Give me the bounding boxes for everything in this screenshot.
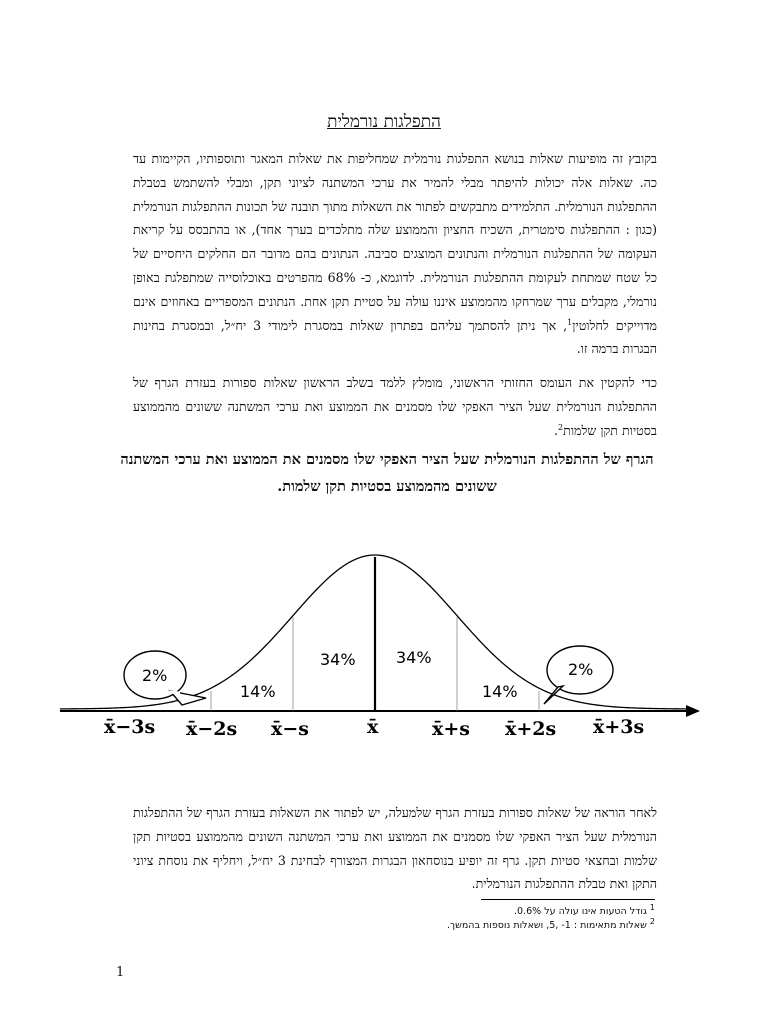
region-label-2-left: 2% bbox=[142, 666, 168, 685]
footnote-2-text: שאלות מתאימות : 1- ,5, ושאלות נוספות בהמשך. bbox=[446, 920, 647, 931]
bubble-left-seam bbox=[168, 692, 180, 693]
recommendation-paragraph bbox=[133, 371, 657, 442]
page-number: 1 bbox=[116, 965, 125, 980]
footnote-separator bbox=[481, 899, 655, 900]
footnote-ref-1[interactable]: 1 bbox=[567, 317, 573, 327]
tick-label-minus-2s: x̄−2s bbox=[186, 718, 238, 740]
normal-distribution-diagram bbox=[58, 505, 718, 765]
tick-label-minus-s: x̄−s bbox=[271, 718, 309, 740]
region-label-14-right: 14% bbox=[482, 682, 518, 701]
tick-label-plus-3s: x̄+3s bbox=[593, 716, 645, 738]
intro-text-end: , אך ניתן להסתמך עליהם בפתרון שאלות במסגרת לימודי 3 יח״ל, ובמסגרת בחינות הבגרות ברמה זו. bbox=[133, 317, 657, 357]
graph-heading: הגרף של ההתפלגות הנורמלית שעל הציר האפקי שלו מסמנים את הממוצע ואת ערכי המשתנה ששונים מהממוצע בסטיות תקן שלמות. bbox=[120, 451, 654, 495]
bubble-right-tail bbox=[544, 686, 563, 704]
recommendation-text: כדי להקטין את העומס החזותי הראשוני, מומלץ ללמד בשלב הראשון שאלות ספורות בעזרת הגרף של ההתפלגות הנורמלית שעל הציר האפקי שלו מסמנים את הממוצע ואת ערכי המשתנה ששונים מהממוצע בסטיות תקן שלמות bbox=[133, 375, 657, 438]
recommendation-text-end: . bbox=[554, 422, 559, 438]
region-label-14-left: 14% bbox=[240, 682, 276, 701]
footnote-2 bbox=[446, 916, 655, 931]
footnote-1 bbox=[514, 902, 655, 917]
footnote-2-number: 2 bbox=[649, 916, 655, 926]
footnote-1-text: גודל הטעות אינו עולה על 0.6%. bbox=[514, 906, 647, 917]
region-label-2-right: 2% bbox=[568, 660, 594, 679]
tick-label-minus-3s: x̄−3s bbox=[104, 716, 156, 738]
followup-paragraph: לאחר הוראה של שאלות ספורות בעזרת הגרף שלמעלה, יש לפתור את השאלות בעזרת הגרף של ההתפלגות הנורמלית שעל הציר האפקי שלו מסמנים את הממוצע ואת ערכי המשתנה השונים מהממוצע בסטיות תקן שלמות ובחצאי סטיות תקן. גרף זה יופיע בנוסחאון הבגרות המצורף לבחינת 3 יח״ל, ויחליף את נוסחת ציוני התקן ואת טבלת ההתפלגות הנורמלית. bbox=[133, 805, 657, 892]
footnote-ref-2[interactable]: 2 bbox=[558, 422, 564, 432]
tick-label-mean: x̄ bbox=[367, 716, 379, 738]
intro-paragraph bbox=[133, 147, 657, 361]
intro-text: בקובץ זה מופיעות שאלות בנושא התפלגות נורמלית שמחליפות את שאלות המאגר ותוספותיו, הקיימות עד כה. שאלות אלה יכולות להיפתר מבלי להמיר את ערכי המשתנה לציוני תקן, ומבלי להשתמש בטבלת ההתפלגות הנורמלית. התלמידים מתבקשים לפתור את השאלות מתוך תובנה של תכונות ההתפלגות הנורמלית (כגון : ההתפלגות סימטרית, השכיח החציון והממוצע שלה מתלכדים בערך אחד), או בהתבסס על קריאת העקומה של ההתפלגות הנורמלית והנתונים המוצגים סביבה. הנתונים בהם מדובר הם החלקים היחסיים של כל שטח שמתחת לעקומת ההתפלגות הנורמלית. לדוגמא, כ- 68% מהפרטים באוכלוסייה שמתפלגת באופן נורמלי, מקבלים ערך שמרחקו מהממוצע איננו עולה על סטיית תקן אחת. הנתונים המספריים באחוזים אינם מדוייקים לחלוטין bbox=[133, 151, 657, 333]
page-title: התפלגות נורמלית bbox=[327, 112, 441, 132]
axis-arrow-icon bbox=[686, 705, 700, 717]
region-label-34-right: 34% bbox=[396, 648, 432, 667]
region-label-34-left: 34% bbox=[320, 650, 356, 669]
tick-label-plus-2s: x̄+2s bbox=[505, 718, 557, 740]
footnote-1-number: 1 bbox=[649, 902, 655, 912]
tick-label-plus-s: x̄+s bbox=[432, 718, 470, 740]
